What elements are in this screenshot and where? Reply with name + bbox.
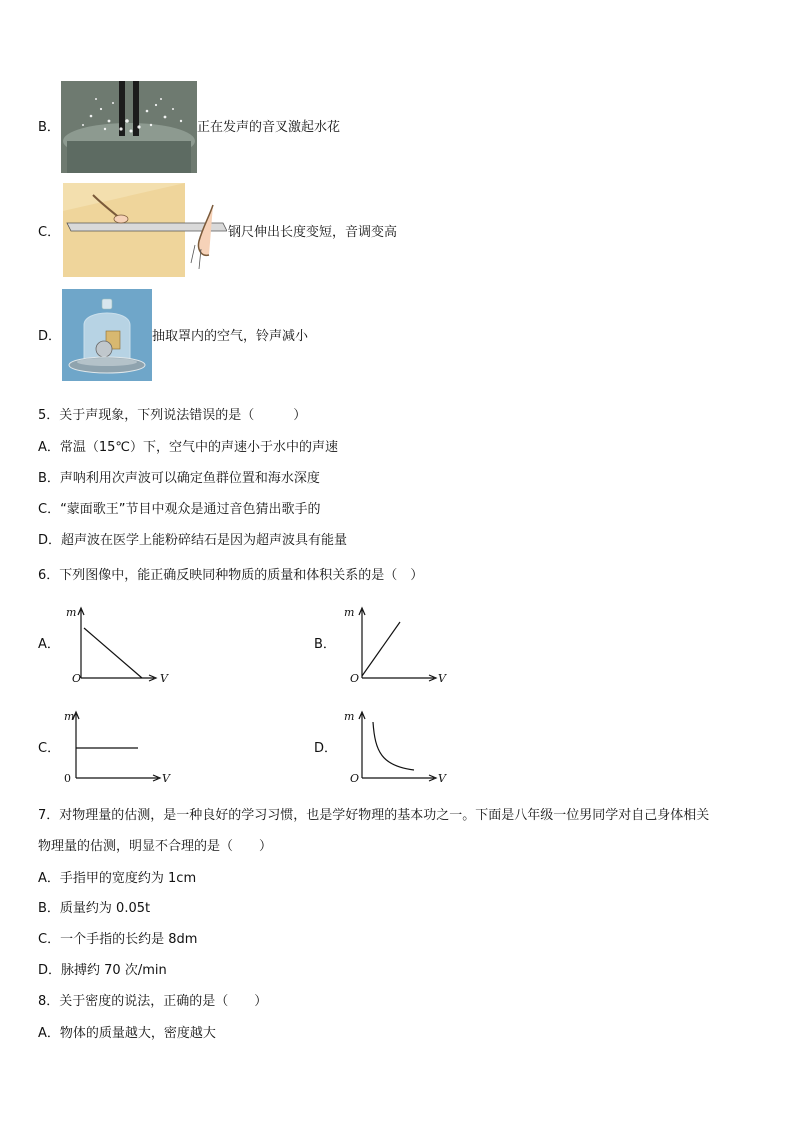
graph-d — [342, 708, 454, 788]
origin-label: O — [350, 672, 360, 685]
graph-d-curve — [373, 722, 414, 770]
x-axis-label: V — [438, 772, 446, 785]
graph-label: A． — [38, 637, 60, 652]
x-axis-label: V — [438, 672, 446, 685]
graph-label: D． — [314, 741, 338, 756]
graph-c — [62, 708, 180, 788]
question-stem: 8．关于密度的说法，正确的是（ ） — [38, 994, 268, 1009]
option-label: B． — [38, 120, 60, 135]
tuning-fork-water-photo — [61, 81, 197, 173]
origin-label: O — [72, 672, 82, 685]
answer-option: B．声呐利用次声波可以确定鱼群位置和海水深度 — [38, 471, 320, 486]
answer-option: D．超声波在医学上能粉碎结石是因为超声波具有能量 — [38, 533, 348, 548]
graph-label: C． — [38, 741, 61, 756]
origin-label: 0 — [64, 772, 71, 785]
x-axis-label: V — [162, 772, 170, 785]
y-axis-label: m — [344, 710, 355, 723]
bell-jar-photo — [62, 289, 152, 381]
answer-option: B．质量约为 0.05t — [38, 901, 151, 916]
x-axis-label: V — [160, 672, 168, 685]
answer-option: A．常温（15℃）下，空气中的声速小于水中的声速 — [38, 440, 339, 455]
question-stem: 6．下列图像中，能正确反映同种物质的质量和体积关系的是（ ） — [38, 568, 424, 583]
y-axis-label: m — [66, 606, 77, 619]
graph-label: B． — [314, 637, 336, 652]
answer-option: A．物体的质量越大，密度越大 — [38, 1026, 216, 1041]
option-caption: 抽取罩内的空气，铃声减小 — [152, 329, 309, 344]
answer-option: C．“蒙面歌王”节目中观众是通过音色猜出歌手的 — [38, 502, 321, 517]
origin-label: O — [350, 772, 360, 785]
question-stem: 5．关于声现象，下列说法错误的是（ ） — [38, 408, 307, 423]
question-stem-line-2: 物理量的估测，明显不合理的是（ ） — [38, 839, 273, 854]
option-label: C． — [38, 225, 61, 240]
option-caption: 正在发声的音叉激起水花 — [197, 120, 341, 135]
steel-ruler-table-drawing — [63, 183, 227, 277]
option-label: D． — [38, 329, 62, 344]
option-caption: 钢尺伸出长度变短，音调变高 — [228, 225, 398, 240]
question-stem-line-1: 7．对物理量的估测，是一种良好的学习习惯，也是学好物理的基本功之一。下面是八年级一位男同学对自己身体相关 — [38, 808, 710, 823]
graph-a — [64, 604, 176, 686]
graph-a-curve — [84, 628, 142, 678]
graph-b — [342, 604, 454, 686]
answer-option: A．手指甲的宽度约为 1cm — [38, 871, 197, 886]
y-axis-label: m — [64, 710, 75, 723]
answer-option: C．一个手指的长约是 8dm — [38, 932, 198, 947]
answer-option: D．脉搏约 70 次/min — [38, 963, 167, 978]
graph-b-curve — [362, 622, 400, 676]
y-axis-label: m — [344, 606, 355, 619]
